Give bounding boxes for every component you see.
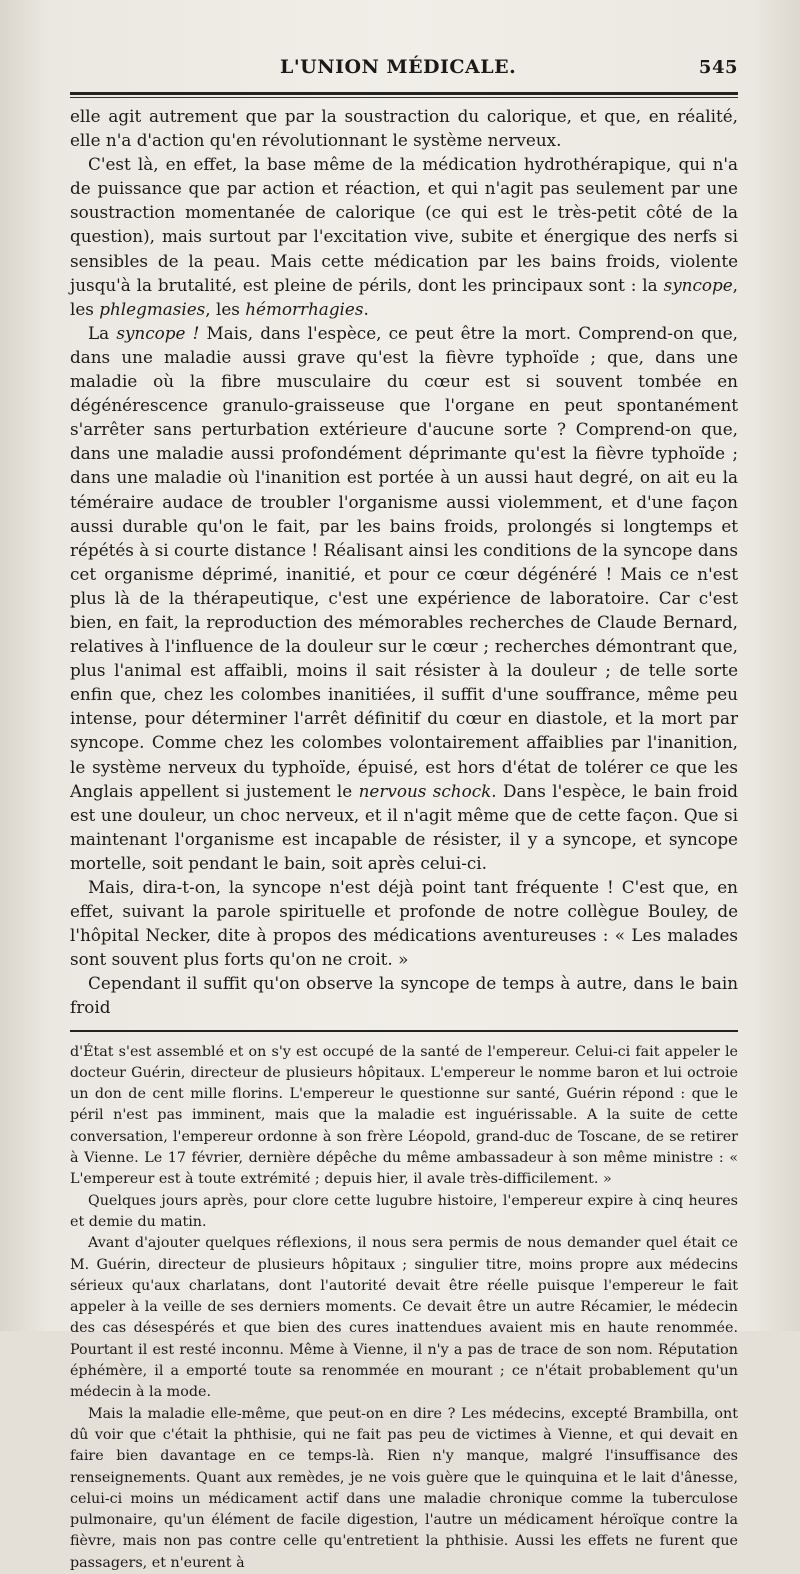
journal-title: L'UNION MÉDICALE. bbox=[280, 56, 517, 78]
paragraph: C'est là, en effet, la base même de la médication hydrothérapique, qui n'a de puissance que par action et réaction, et qui n'agit pas seulement par une soustraction momentanée de calorique (ce qui est le très-petit côté de la question), mais surtout par l'excitation vive, subite et énergique des nerfs si sensibles de la peau. Mais cette médication par les bains froids, violente jusqu'à la brutalité, est pleine de périls, dont les principaux sont : la syncope, les phlegmasies, les hémorrhagies. bbox=[70, 154, 738, 319]
paragraph: La syncope ! Mais, dans l'espèce, ce peut être la mort. Comprend-on que, dans une maladie aussi grave qu'est la fièvre typhoïde ; que, dans une maladie où la fibre musculaire du cœur est si souvent tombée en dégénérescence granulo-graisseuse que l'organe en peut spontanément s'arrêter sans perturbation extérieure d'aucune sorte ? Comprend-on que, dans une maladie aussi profondément déprimante qu'est la fièvre typhoïde ; dans une maladie où l'inanition est portée à un aussi haut degré, on ait eu la téméraire audace de troubler l'organisme aussi violemment, et d'une façon aussi durable qu'on le fait, par les bains froids, prolongés si longtemps et répétés à si courte distance ! Réalisant ainsi les conditions de la syncope dans cet organisme déprimé, inanitié, et pour ce cœur dégénéré ! Mais ce n'est plus là de la thérapeutique, c'est une expérience de laboratoire. Car c'est bien, en fait, la reproduction des mémorables recherches de Claude Bernard, relatives à l'influence de la douleur sur le cœur ; recherches démontrant que, plus l'animal est affaibli, moins il sait résister à la douleur ; de telle sorte enfin que, chez les colombes inanitiées, il suffit d'une souffrance, même peu intense, pour déterminer l'arrêt définitif du cœur en diastole, et la mort par syncope. Comme chez les colombes volontairement affaiblies par l'inanition, le système nerveux du typhoïde, épuisé, est hors d'état de tolérer ce que les Anglais appellent si justement le nervous schock. Dans l'espèce, le bain froid est une douleur, un choc nerveux, et il n'agit même que de cette façon. Que si maintenant l'organisme est incapable de résister, il y a syncope, et syncope mortelle, soit pendant le bain, soit après celui-ci. bbox=[70, 322, 738, 873]
paragraph: elle agit autrement que par la soustraction du calorique, et que, en réalité, elle n'a d'action qu'en révolutionnant le système nerveux. bbox=[70, 106, 738, 151]
header-rule-thin bbox=[70, 97, 738, 98]
feuilleton-separator bbox=[70, 1030, 738, 1032]
page-number: 545 bbox=[698, 57, 738, 78]
page-header bbox=[70, 56, 738, 86]
paragraph: Cependant il suffit qu'on observe la syncope de temps à autre, dans le bain froid bbox=[70, 973, 738, 1018]
paragraph: d'État s'est assemblé et on s'y est occupé de la santé de l'empereur. Celui-ci fait appeler le docteur Guérin, directeur de plusieurs hôpitaux. L'empereur le nomme baron et lui octroie un don de cent mille florins. L'empereur le questionne sur santé, Guérin répond : que le péril n'est pas imminent, mais que la maladie est inguérissable. A la suite de cette conversation, l'empereur ordonne à son frère Léopold, grand-duc de Toscane, de se retirer à Vienne. Le 17 février, dernière dépêche du même ambassadeur à son même ministre : « L'empereur est à toute extrémité ; depuis hier, il avale très-difficilement. » bbox=[70, 1043, 738, 1188]
main-article bbox=[70, 104, 738, 1020]
feuilleton-section bbox=[70, 1042, 738, 1574]
paragraph: Mais la maladie elle-même, que peut-on en dire ? Les médecins, excepté Brambilla, ont dû voir que c'était la phthisie, qui ne fait pas peu de victimes à Vienne, et qui devait en faire bien davantage en ce temps-là. Rien n'y manque, malgré l'insuffisance des renseignements. Quant aux remèdes, je ne vois guère que le quinquina et le lait d'ânesse, celui-ci moins un médicament actif dans une maladie chronique comme la tuberculose pulmonaire, qu'un élément de facile digestion, l'autre un médicament héroïque contre la fièvre, mais non pas contre celle qu'entretient la phthisie. Aussi les effets ne furent que passagers, et n'eurent à bbox=[70, 1405, 738, 1571]
paragraph: Quelques jours après, pour clore cette lugubre histoire, l'empereur expire à cinq heures et demie du matin. bbox=[70, 1192, 738, 1230]
paragraph: Avant d'ajouter quelques réflexions, il nous sera permis de nous demander quel était ce M. Guérin, directeur de plusieurs hôpitaux ; singulier titre, moins propre aux médecins sérieux qu'aux charlatans, dont l'autorité devait être réelle puisque l'empereur le fait appeler à la veille de ses derniers moments. Ce devait être un autre Récamier, le médecin des cas désespérés et que bien des cures inattendues avaient mis en haute renommée. Pourtant il est resté inconnu. Même à Vienne, il n'y a pas de trace de son nom. Réputation éphémère, il a emporté toute sa renommée en mourant ; ce n'était probablement qu'un médecin à la mode. bbox=[70, 1235, 738, 1401]
header-rule bbox=[70, 92, 738, 95]
paragraph: Mais, dira-t-on, la syncope n'est déjà point tant fréquente ! C'est que, en effet, suivant la parole spirituelle et profonde de notre collègue Bouley, de l'hôpital Necker, dite à propos des médications aventureuses : « Les malades sont souvent plus forts qu'on ne croit. » bbox=[70, 877, 738, 970]
